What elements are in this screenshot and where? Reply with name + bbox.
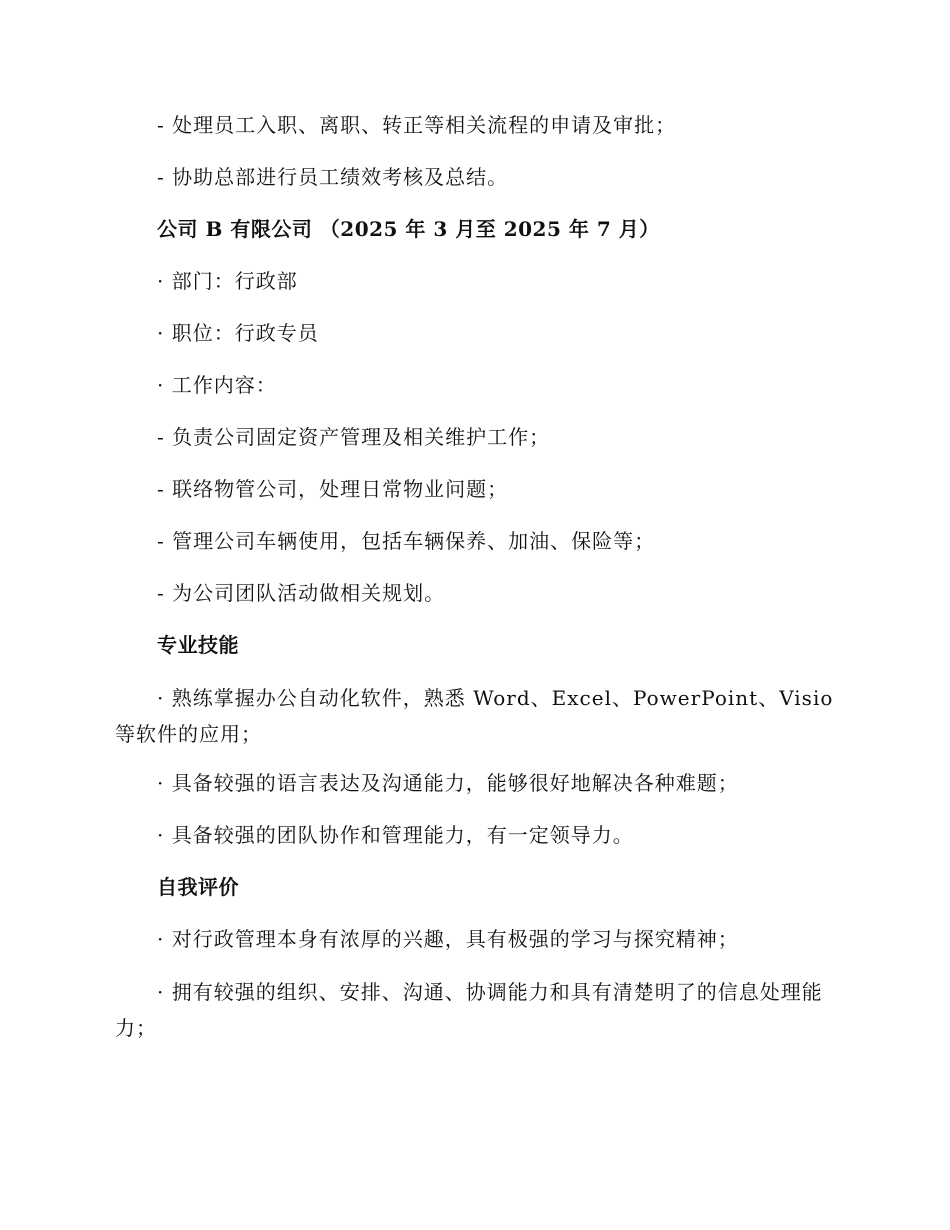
- bullet-line: - 协助总部进行员工绩效考核及总结。: [157, 165, 509, 189]
- company-heading: 公司 B 有限公司 （2025 年 3 月至 2025 年 7 月）: [157, 217, 660, 241]
- skills-line: · 熟练掌握办公自动化软件，熟悉 Word、Excel、PowerPoint、Visio 等软件的应用；: [115, 686, 834, 746]
- skills-line: · 具备较强的语言表达及沟通能力，能够很好地解决各种难题；: [157, 771, 739, 795]
- bullet-line: - 管理公司车辆使用，包括车辆保养、加油、保险等；: [157, 529, 656, 553]
- department-line: · 部门：行政部: [157, 269, 298, 293]
- bullet-line: - 处理员工入职、离职、转正等相关流程的申请及审批；: [157, 113, 677, 137]
- bullet-line: - 为公司团队活动做相关规划。: [157, 581, 446, 605]
- position-line: · 职位：行政专员: [157, 321, 319, 345]
- job-content-label: · 工作内容：: [157, 373, 277, 397]
- document-content: [115, 108, 835, 1060]
- section-heading-self-evaluation: 自我评价: [157, 875, 239, 899]
- skills-line: · 具备较强的团队协作和管理能力，有一定领导力。: [157, 823, 634, 847]
- self-evaluation-line: · 拥有较强的组织、安排、沟通、协调能力和具有清楚明了的信息处理能力；: [115, 980, 823, 1040]
- section-heading-skills: 专业技能: [157, 633, 239, 657]
- bullet-line: - 联络物管公司，处理日常物业问题；: [157, 477, 509, 501]
- bullet-line: - 负责公司固定资产管理及相关维护工作；: [157, 425, 551, 449]
- self-evaluation-line: · 对行政管理本身有浓厚的兴趣，具有极强的学习与探究精神；: [157, 927, 739, 951]
